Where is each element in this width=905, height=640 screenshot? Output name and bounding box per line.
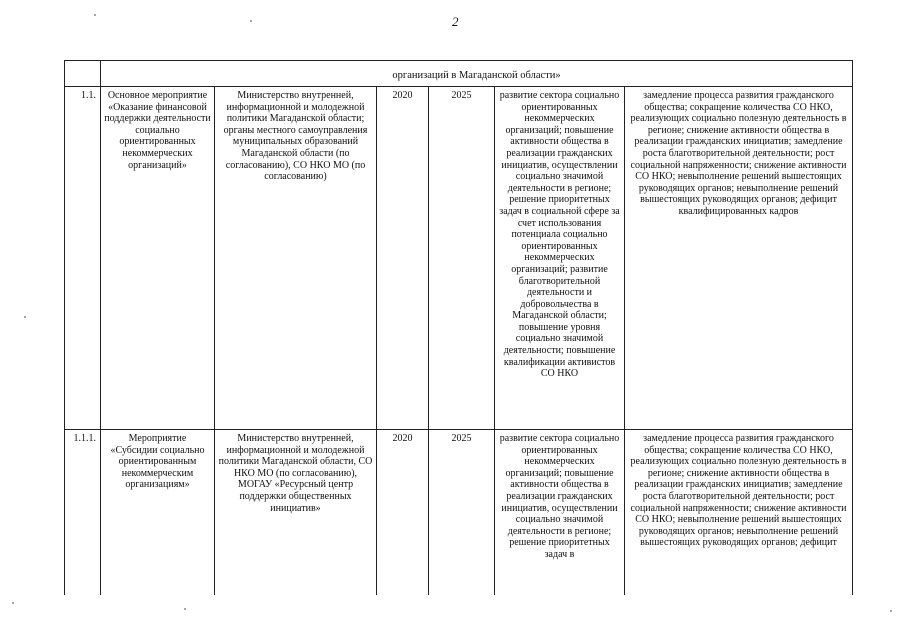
row-number: 1.1. xyxy=(65,87,101,430)
end-year: 2025 xyxy=(429,430,495,595)
end-year: 2025 xyxy=(429,87,495,430)
scan-speckle xyxy=(890,610,892,612)
expected-result: развитие сектора социально ориентированных некоммерческих организаций; повышение активности общества в реализации гражданских инициатив, осуществлении социально значимой деятельности в регионе; решение приоритетных задач в xyxy=(495,430,625,595)
table-header-text: организаций в Магаданской области» xyxy=(101,61,853,87)
scan-speckle xyxy=(24,316,26,318)
row-number: 1.1.1. xyxy=(65,430,101,595)
table-cell-empty xyxy=(65,61,101,87)
start-year: 2020 xyxy=(377,87,429,430)
table-row xyxy=(65,87,853,430)
consequences: замедление процесса развития гражданского общества; сокращение количества СО НКО, реализующих социально полезную деятельность в регионе; снижение активности общества в реализации гражданских инициатив; замедление роста благотворительной деятельности; рост социальной напряженности; снижение активности СО НКО; невыполнение решений вышестоящих руководящих органов; невыполнение решений вышестоящих руководящих органов; дефицит xyxy=(625,430,853,595)
start-year: 2020 xyxy=(377,430,429,595)
activity-name: Мероприятие «Субсидии социально ориентированным некоммерческим организациям» xyxy=(101,430,215,595)
executor: Министерство внутренней, информационной и молодежной политики Магаданской области; органы местного самоуправления муниципальных образований Магаданской области (по согласованию), СО НКО МО (по согласованию) xyxy=(215,87,377,430)
table-header-row xyxy=(65,61,853,87)
page-number: 2 xyxy=(452,14,459,29)
table-row xyxy=(65,430,853,595)
activities-table xyxy=(64,60,853,595)
consequences: замедление процесса развития гражданского общества; сокращение количества СО НКО, реализующих социально полезную деятельность в регионе; снижение активности общества в реализации гражданских инициатив; замедление роста благотворительной деятельности; рост социальной напряженности; снижение активности СО НКО; невыполнение решений вышестоящих руководящих органов; невыполнение решений вышестоящих руководящих органов; дефицит квалифицированных кадров xyxy=(625,87,853,430)
scan-speckle xyxy=(250,20,252,22)
scan-speckle xyxy=(184,608,186,610)
expected-result: развитие сектора социально ориентированных некоммерческих организаций; повышение активности общества в реализации гражданских инициатив, осуществлении социально значимой деятельности в регионе; решение приоритетных задач в социальной сфере за счет использования потенциала социально ориентированных некоммерческих организаций; развитие благотворительной деятельности и добровольчества в Магаданской области; повышение уровня социально значимой деятельности; повышение квалификации активистов СО НКО xyxy=(495,87,625,430)
activity-name: Основное мероприятие «Оказание финансовой поддержки деятельности социально ориентированных некоммерческих организаций» xyxy=(101,87,215,430)
scan-speckle xyxy=(12,602,14,604)
scan-speckle xyxy=(94,14,96,16)
executor: Министерство внутренней, информационной и молодежной политики Магаданской области, СО НКО МО (по согласованию), МОГАУ «Ресурсный центр поддержки общественных инициатив» xyxy=(215,430,377,595)
